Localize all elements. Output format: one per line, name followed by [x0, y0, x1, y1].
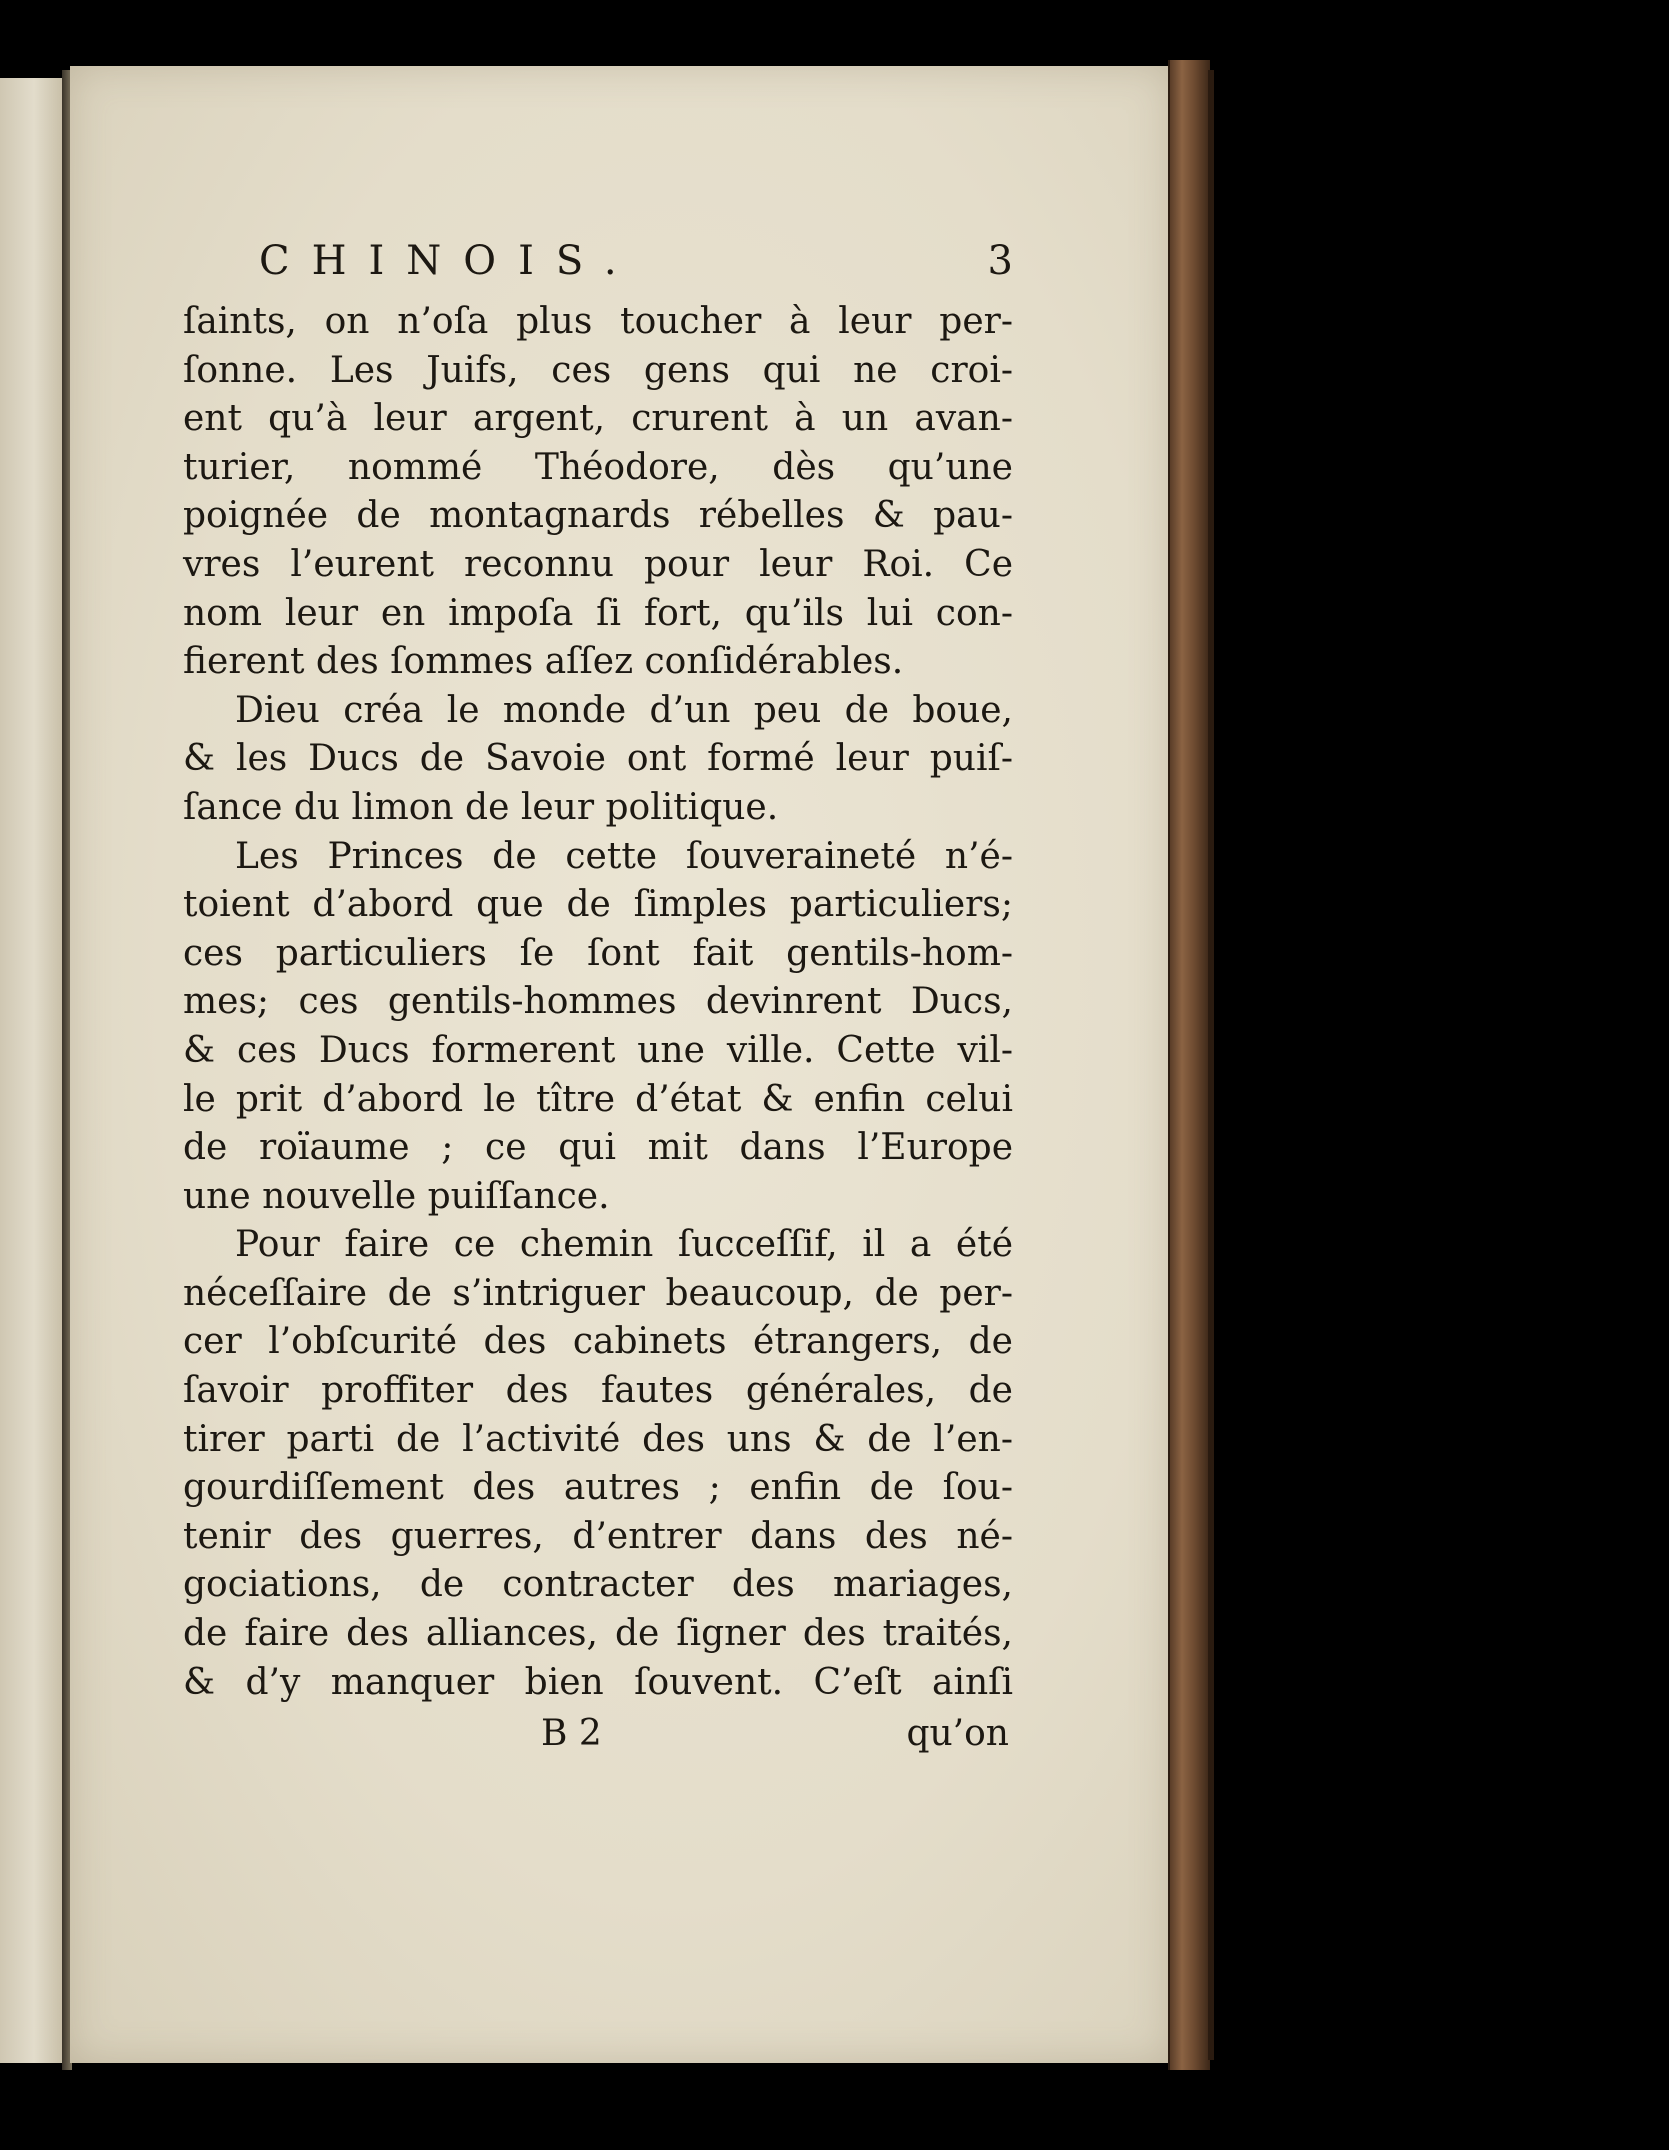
text-line: toient d’abord que de ſimples particuliers; [183, 884, 1013, 926]
text-line: cer l’obſcurité des cabinets étrangers, de [183, 1321, 1013, 1363]
text-line: le prit d’abord le tître d’état & enfin celui [183, 1078, 1013, 1120]
text-line: de faire des alliances, de ſigner des traités, [183, 1613, 1013, 1655]
facing-page-edge [0, 78, 64, 2063]
page-header [183, 232, 1013, 298]
catchword: qu’on [906, 1713, 1009, 1755]
text-line: Dieu créa le monde d’un peu de boue, [235, 689, 1013, 731]
text-line: ſavoir proffiter des fautes générales, de [183, 1370, 1013, 1412]
text-line: ent qu’à leur argent, crurent à un avan- [183, 398, 1013, 440]
paragraph-1 [183, 298, 1013, 687]
text-line: ſance du limon de leur politique. [183, 786, 779, 828]
text-line: ſonne. Les Juifs, ces gens qui ne croi- [183, 349, 1013, 391]
text-line: & ces Ducs formerent une ville. Cette vil- [183, 1029, 1013, 1071]
text-line: nom leur en impoſa ſi fort, qu’ils lui con- [183, 592, 1013, 634]
text-line: une nouvelle puiſſance. [183, 1175, 610, 1217]
text-line: turier, nommé Théodore, dès qu’une [183, 446, 1013, 488]
text-line: gociations, de contracter des mariages, [183, 1564, 1013, 1606]
text-line: ces particuliers ſe ſont fait gentils-hom- [183, 932, 1013, 974]
paragraph-4 [183, 1221, 1013, 1707]
text-line: & les Ducs de Savoie ont formé leur puiſ- [183, 738, 1013, 780]
text-line: fierent des ſommes aſſez conſidérables. [183, 641, 904, 683]
running-head: CHINOIS. [259, 238, 639, 284]
text-line: poignée de montagnards rébelles & pau- [183, 495, 1013, 537]
text-line: de roïaume ; ce qui mit dans l’Europe [183, 1127, 1013, 1169]
page-text [183, 232, 1013, 1763]
text-line: néceſſaire de s’intriguer beaucoup, de per- [183, 1272, 1013, 1314]
text-line: mes; ces gentils-hommes devinrent Ducs, [183, 981, 1013, 1023]
text-line: gourdiſſement des autres ; enfin de ſou- [183, 1467, 1013, 1509]
leather-binding [1168, 60, 1210, 2070]
signature-mark: B 2 [541, 1713, 602, 1755]
text-line: Les Princes de cette ſouveraineté n’é- [235, 835, 1013, 877]
paragraph-3 [183, 833, 1013, 1222]
page-footer [183, 1709, 1013, 1763]
page-number: 3 [987, 238, 1013, 284]
text-line: ſaints, on n’oſa plus toucher à leur per- [183, 301, 1013, 342]
text-line: tenir des guerres, d’entrer dans des né- [183, 1515, 1013, 1557]
text-line: tirer parti de l’activité des uns & de l’en- [183, 1418, 1013, 1460]
binding-edge [1208, 70, 1214, 2060]
paragraph-2 [183, 687, 1013, 833]
text-line: vres l’eurent reconnu pour leur Roi. Ce [183, 543, 1013, 585]
text-line: Pour faire ce chemin ſucceſſif, il a été [235, 1224, 1013, 1266]
text-line: & d’y manquer bien ſouvent. C’eſt ainſi [183, 1661, 1013, 1703]
